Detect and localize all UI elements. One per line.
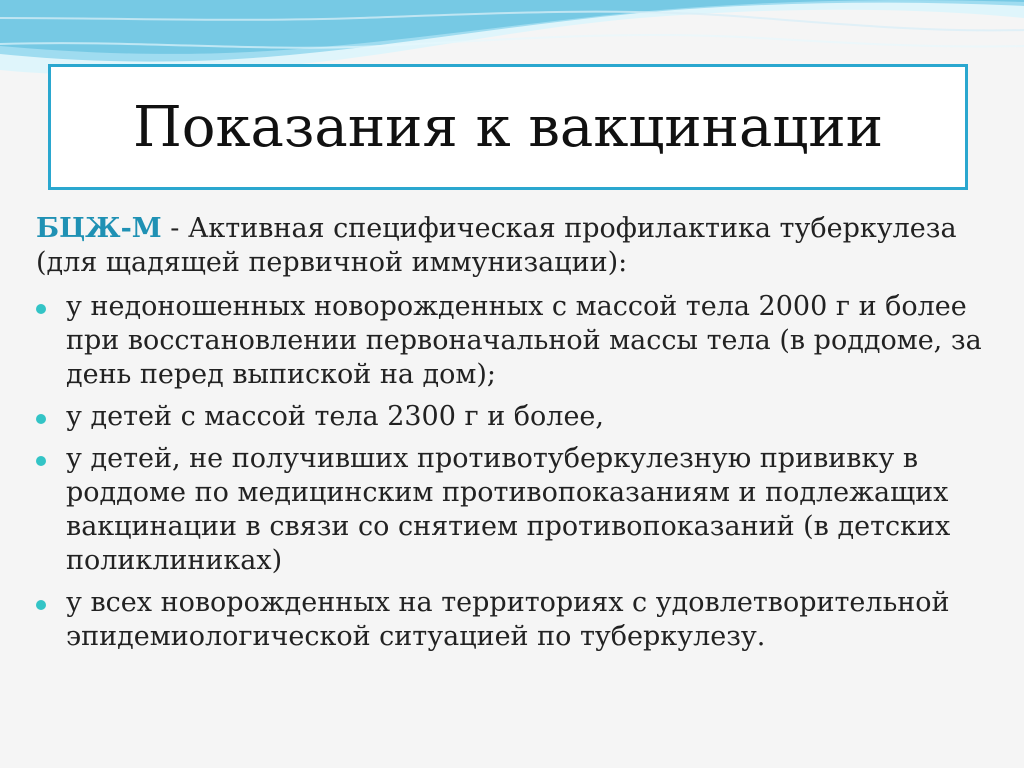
intro-text: - Активная специфическая профилактика туберкулеза (для щадящей первичной иммунизации): (36, 213, 957, 278)
bullet-dot-icon (36, 414, 46, 424)
intro-heading: БЦЖ-М (36, 213, 162, 244)
list-item-text: у детей, не получивших противотуберкулезную прививку в роддоме по медицинским противопоказаниям и подлежащих вакцинации в связи со снятием противопоказаний (в детских поликлиниках) (66, 443, 951, 576)
indications-list (36, 290, 986, 654)
page-title: Показания к вакцинации (132, 94, 884, 160)
list-item (36, 400, 986, 434)
list-item (36, 442, 986, 578)
title-box (48, 64, 968, 190)
content-area (36, 212, 986, 662)
bullet-dot-icon (36, 600, 46, 610)
list-item-text: у всех новорожденных на территориях с удовлетворительной эпидемиологической ситуацией по туберкулезу. (66, 587, 950, 652)
intro-paragraph (36, 212, 986, 280)
list-item-text: у недоношенных новорожденных с массой тела 2000 г и более при восстановлении первоначальной массы тела (в роддоме, за день перед выпиской на дом); (66, 291, 982, 390)
list-item (36, 290, 986, 392)
list-item (36, 586, 986, 654)
list-item-text: у детей с массой тела 2300 г и более, (66, 401, 604, 432)
bullet-dot-icon (36, 304, 46, 314)
bullet-dot-icon (36, 456, 46, 466)
